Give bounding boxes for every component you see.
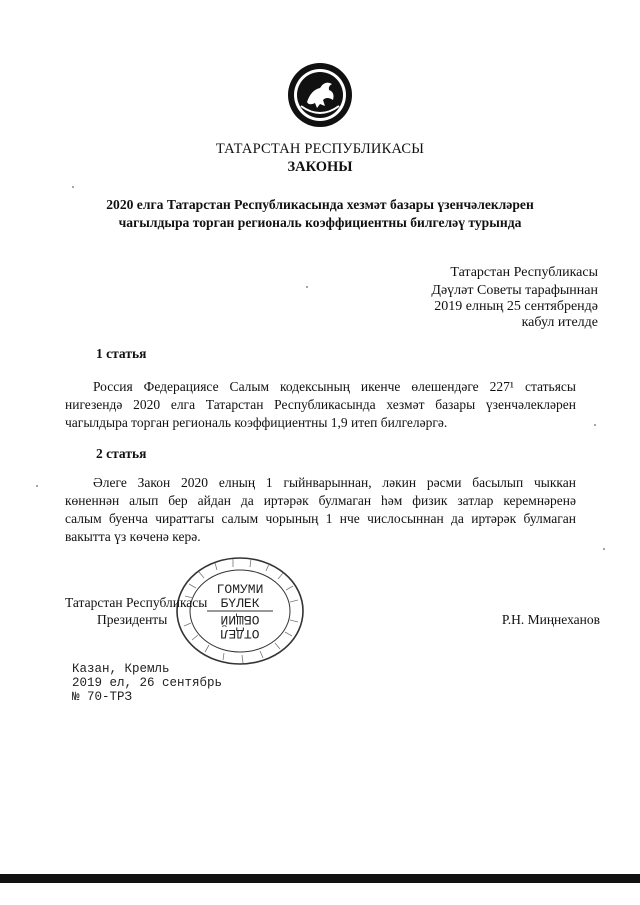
law-heading: ЗАКОНЫ [287,159,353,175]
adoption-line: 2019 елның 25 сентябрендә [434,299,598,314]
article-1-text [65,378,576,432]
text-line: нигезендә 2020 елга Татарстан Республикасында хезмәт базары үзенчәлекләрен [65,397,576,412]
text-line: вакытта үз көченә керә. [65,529,201,544]
scan-speck [36,485,38,487]
official-stamp [175,556,305,666]
scan-edge-bar [0,874,640,883]
adoption-line: Дәүләт Советы тарафыннан [431,283,598,298]
signatory-name: Р.Н. Миңнеханов [501,612,600,627]
law-title-line: чагылдыра торган региональ коэффициентны билгеләү турында [118,215,522,230]
republic-heading: ТАТАРСТАН РЕСПУБЛИКАСЫ [215,141,425,157]
scan-speck [72,186,74,188]
article-1-heading: 1 статья [96,346,147,361]
law-number: № 70-ТРЗ [72,690,133,704]
article-2-heading: 2 статья [96,446,147,461]
scan-speck [306,286,308,288]
stamp-text: БҮЛЕК [220,596,260,611]
stamp-text: ОТДЕЛ [220,626,260,641]
text-line: чагылдыра торган региональ коэффициентны 1,9 итеп билгеләргә. [65,415,448,430]
adoption-line: Татарстан Республикасы [450,265,598,280]
scan-speck [594,424,596,426]
adoption-line: кабул ителде [521,315,598,330]
stamp-text: ОБЩИЙ [220,612,260,627]
coat-of-arms-icon [287,62,353,128]
stamp-text: ГОМУМИ [216,582,264,597]
text-line: Әлеге Закон 2020 елның 1 гыйнварыннан, ләкин рәсми басылып чыккан [93,475,576,490]
scan-speck [603,548,605,550]
signatory-position: Президенты [97,612,168,627]
text-line: салым буенча чираттагы салым чорының 1 нче числосыннан да иртәрәк булмаган [65,511,576,526]
issue-place: Казан, Кремль [72,662,170,676]
law-title-line: 2020 елга Татарстан Республикасында хезмәт базары үзенчәлекләрен [106,197,534,212]
issue-date: 2019 ел, 26 сентябрь [72,676,223,690]
signatory-position: Татарстан Республикасы [65,595,208,610]
article-2-text [65,474,576,546]
text-line: Россия Федерациясе Салым кодексының икенче өлешендәге 227¹ статьясы [93,379,576,394]
text-line: көненнән алып бер айдан да иртәрәк булмаган һәм физик затлар керемнәренә [65,493,576,508]
